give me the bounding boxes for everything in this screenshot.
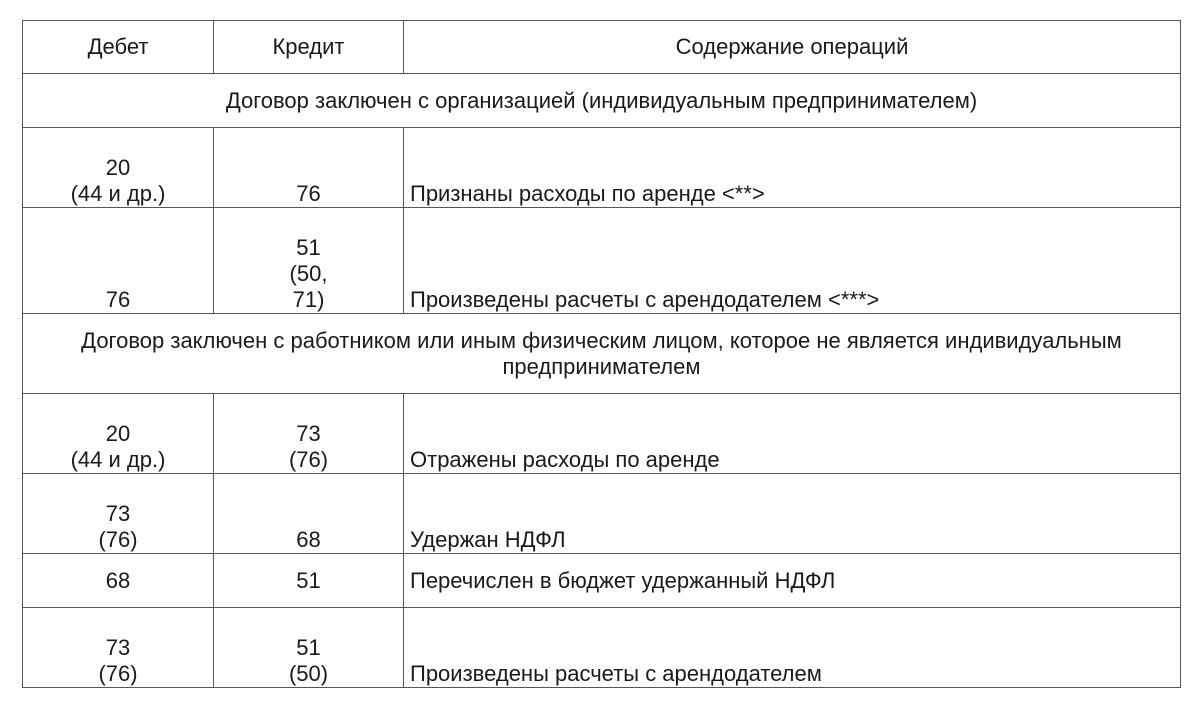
debit-cell [23,128,214,208]
section-title [23,314,1181,394]
credit-cell [214,474,404,554]
credit-line: 76 [296,181,321,206]
debit-line: 20 [105,421,131,446]
credit-cell [214,554,404,608]
credit-cell [214,394,404,474]
section-row [23,74,1181,128]
debit-line: 73 [105,635,131,660]
debit-cell [23,474,214,554]
debit-column-header: Дебет [23,21,214,74]
debit-cell [23,394,214,474]
debit-line: 68 [105,567,131,593]
debit-line: (76) [98,527,138,552]
accounting-entries-table [22,20,1181,688]
table-row [23,394,1181,474]
header-row [23,21,1181,74]
table-row [23,608,1181,688]
debit-cell [23,208,214,314]
credit-cell [214,208,404,314]
operation-description: Перечислен в бюджет удержанный НДФЛ [404,554,1181,608]
credit-line: (50) [288,661,329,686]
operation-description: Удержан НДФЛ [404,474,1181,554]
debit-line: (76) [98,661,138,686]
debit-line: 73 [105,501,131,526]
section-row [23,314,1181,394]
section-title: Договор заключен с организацией (индивидуальным предпринимателем) [23,74,1181,128]
table-row [23,208,1181,314]
operation-description: Отражены расходы по аренде [404,394,1181,474]
debit-cell [23,608,214,688]
credit-cell [214,608,404,688]
credit-line: (50, [289,261,328,286]
operation-description: Признаны расходы по аренде <**> [404,128,1181,208]
debit-line: (44 и др.) [70,447,166,472]
section-title-line: Договор заключен с работником или иным физическим лицом, которое не является индивидуальным [81,327,1122,353]
credit-line: 51 [296,635,321,660]
credit-line: (76) [288,447,329,472]
credit-column-header: Кредит [214,21,404,74]
credit-line: 51 [296,567,321,593]
credit-cell [214,128,404,208]
credit-line: 73 [296,421,321,446]
credit-line: 71) [292,287,325,312]
debit-cell [23,554,214,608]
debit-line: (44 и др.) [70,181,166,206]
debit-line: 20 [105,155,131,180]
credit-line: 51 [296,235,321,260]
debit-line: 76 [105,287,131,312]
description-column-header: Содержание операций [404,21,1181,74]
credit-line: 68 [296,527,321,552]
operation-description: Произведены расчеты с арендодателем [404,608,1181,688]
section-title-line: предпринимателем [502,353,701,379]
operation-description: Произведены расчеты с арендодателем <***> [404,208,1181,314]
table-row [23,554,1181,608]
table-row [23,474,1181,554]
table-row [23,128,1181,208]
